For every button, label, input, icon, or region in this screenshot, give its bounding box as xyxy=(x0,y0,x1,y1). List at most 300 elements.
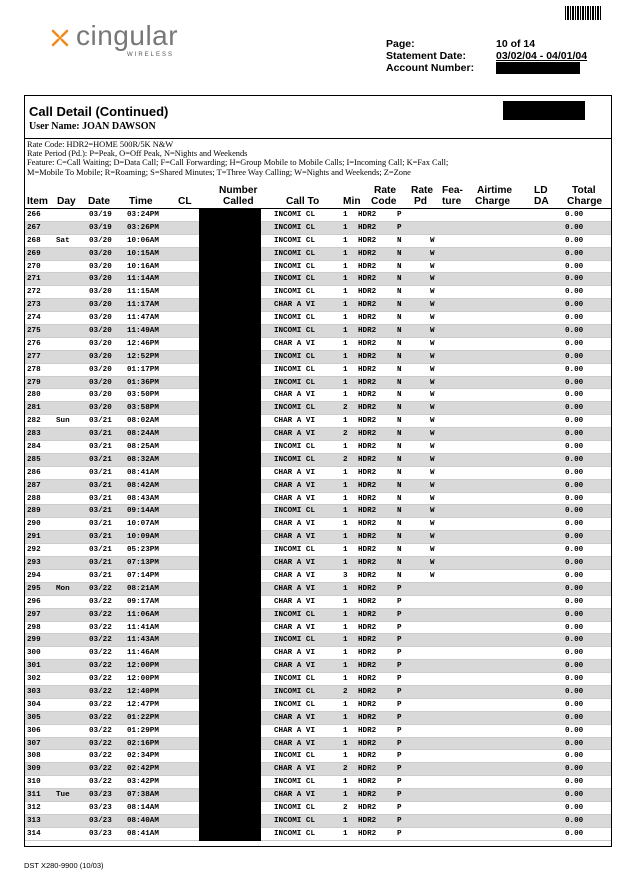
row-call-to: INCOMI CL xyxy=(274,752,316,761)
row-date: 03/20 xyxy=(89,314,112,323)
row-call-to: INCOMI CL xyxy=(274,700,316,709)
row-total: 0.00 xyxy=(565,417,584,426)
row-call-to: CHAR A VI xyxy=(274,713,316,722)
row-date: 03/20 xyxy=(89,249,112,258)
row-rate-pd: P xyxy=(397,584,402,593)
row-total: 0.00 xyxy=(565,520,584,529)
table-row xyxy=(25,686,611,699)
row-item: 314 xyxy=(27,829,41,838)
row-total: 0.00 xyxy=(565,314,584,323)
row-feature: W xyxy=(430,262,435,271)
row-date: 03/20 xyxy=(89,262,112,271)
row-day: Sun xyxy=(56,417,70,426)
row-time: 10:16AM xyxy=(127,262,159,271)
row-item: 292 xyxy=(27,546,41,555)
table-row xyxy=(25,454,611,467)
row-date: 03/20 xyxy=(89,365,112,374)
row-time: 02:42PM xyxy=(127,765,159,774)
page-value: 10 of 14 xyxy=(496,38,536,50)
legend xyxy=(27,140,448,177)
row-feature: W xyxy=(430,455,435,464)
row-min: 2 xyxy=(343,765,348,774)
row-call-to: CHAR A VI xyxy=(274,584,316,593)
row-rate-pd: N xyxy=(397,481,402,490)
col-feature-2: ture xyxy=(442,196,462,207)
number-called-redaction xyxy=(199,699,261,712)
row-total: 0.00 xyxy=(565,726,584,735)
row-time: 09:14AM xyxy=(127,507,159,516)
col-total-2: Charge xyxy=(567,196,603,207)
row-total: 0.00 xyxy=(565,249,584,258)
row-rate-code: HDR2 xyxy=(358,417,377,426)
number-called-redaction xyxy=(199,802,261,815)
row-item: 303 xyxy=(27,687,41,696)
legend-rate-code: Rate Code: HDR2=HOME 500R/5K N&W xyxy=(27,140,174,149)
row-rate-pd: N xyxy=(397,417,402,426)
row-time: 01:29PM xyxy=(127,726,159,735)
row-rate-code: HDR2 xyxy=(358,752,377,761)
row-call-to: CHAR A VI xyxy=(274,430,316,439)
row-call-to: CHAR A VI xyxy=(274,494,316,503)
row-date: 03/22 xyxy=(89,623,112,632)
row-time: 11:17AM xyxy=(127,301,159,310)
row-item: 302 xyxy=(27,675,41,684)
table-row xyxy=(25,647,611,660)
row-rate-pd: N xyxy=(397,443,402,452)
row-total: 0.00 xyxy=(565,675,584,684)
row-call-to: CHAR A VI xyxy=(274,520,316,529)
row-feature: W xyxy=(430,327,435,336)
row-call-to: CHAR A VI xyxy=(274,468,316,477)
row-feature: W xyxy=(430,468,435,477)
row-date: 03/21 xyxy=(89,546,112,555)
row-feature: W xyxy=(430,249,435,258)
table-row xyxy=(25,299,611,312)
number-called-redaction xyxy=(199,673,261,686)
row-total: 0.00 xyxy=(565,559,584,568)
row-rate-pd: N xyxy=(397,339,402,348)
table-row xyxy=(25,557,611,570)
row-min: 1 xyxy=(343,275,348,284)
row-rate-pd: N xyxy=(397,520,402,529)
row-feature: W xyxy=(430,339,435,348)
row-call-to: INCOMI CL xyxy=(274,223,316,232)
row-day: Tue xyxy=(56,791,70,800)
row-item: 271 xyxy=(27,275,41,284)
row-rate-pd: N xyxy=(397,468,402,477)
table-row xyxy=(25,261,611,274)
row-feature: W xyxy=(430,314,435,323)
table-row xyxy=(25,273,611,286)
row-item: 294 xyxy=(27,571,41,580)
row-call-to: CHAR A VI xyxy=(274,391,316,400)
number-called-redaction xyxy=(199,261,261,274)
table-row xyxy=(25,750,611,763)
row-time: 07:13PM xyxy=(127,559,159,568)
row-rate-pd: N xyxy=(397,391,402,400)
number-called-redaction xyxy=(199,660,261,673)
row-min: 2 xyxy=(343,803,348,812)
row-item: 285 xyxy=(27,455,41,464)
row-time: 11:41AM xyxy=(127,623,159,632)
row-total: 0.00 xyxy=(565,597,584,606)
number-called-redaction xyxy=(199,389,261,402)
number-called-redaction xyxy=(199,815,261,828)
row-item: 268 xyxy=(27,236,41,245)
row-call-to: INCOMI CL xyxy=(274,236,316,245)
table-row xyxy=(25,596,611,609)
row-rate-pd: P xyxy=(397,211,402,219)
row-time: 08:43AM xyxy=(127,494,159,503)
row-rate-code: HDR2 xyxy=(358,288,377,297)
number-called-redaction xyxy=(199,570,261,583)
row-item: 291 xyxy=(27,533,41,542)
row-time: 07:38AM xyxy=(127,791,159,800)
table-row xyxy=(25,222,611,235)
row-total: 0.00 xyxy=(565,223,584,232)
row-time: 08:40AM xyxy=(127,816,159,825)
row-rate-code: HDR2 xyxy=(358,378,377,387)
number-called-redaction xyxy=(199,634,261,647)
row-call-to: CHAR A VI xyxy=(274,559,316,568)
row-total: 0.00 xyxy=(565,803,584,812)
row-total: 0.00 xyxy=(565,288,584,297)
row-feature: W xyxy=(430,236,435,245)
col-airtime-2: Charge xyxy=(475,196,511,207)
number-called-redaction xyxy=(199,480,261,493)
row-rate-code: HDR2 xyxy=(358,597,377,606)
row-call-to: INCOMI CL xyxy=(274,455,316,464)
row-item: 267 xyxy=(27,223,41,232)
number-called-redaction xyxy=(199,248,261,261)
row-date: 03/21 xyxy=(89,417,112,426)
row-total: 0.00 xyxy=(565,262,584,271)
number-called-redaction xyxy=(199,415,261,428)
row-total: 0.00 xyxy=(565,211,584,219)
row-rate-pd: N xyxy=(397,288,402,297)
table-row xyxy=(25,673,611,686)
row-rate-code: HDR2 xyxy=(358,443,377,452)
row-rate-pd: N xyxy=(397,546,402,555)
row-rate-code: HDR2 xyxy=(358,507,377,516)
row-rate-code: HDR2 xyxy=(358,223,377,232)
row-date: 03/19 xyxy=(89,211,112,219)
table-row xyxy=(25,312,611,325)
number-called-redaction xyxy=(199,286,261,299)
row-rate-code: HDR2 xyxy=(358,468,377,477)
row-call-to: INCOMI CL xyxy=(274,675,316,684)
account-number-redaction xyxy=(496,62,580,74)
row-item: 266 xyxy=(27,211,41,219)
row-min: 3 xyxy=(343,571,348,580)
row-total: 0.00 xyxy=(565,662,584,671)
row-rate-pd: P xyxy=(397,816,402,825)
row-time: 05:23PM xyxy=(127,546,159,555)
col-date: Date xyxy=(88,196,111,207)
account-number-label: Account Number: xyxy=(386,62,475,74)
row-time: 02:16PM xyxy=(127,739,159,748)
row-total: 0.00 xyxy=(565,468,584,477)
call-detail-panel xyxy=(24,95,612,847)
row-rate-pd: P xyxy=(397,662,402,671)
row-min: 1 xyxy=(343,352,348,361)
row-min: 1 xyxy=(343,610,348,619)
row-rate-pd: N xyxy=(397,365,402,374)
row-date: 03/22 xyxy=(89,675,112,684)
row-date: 03/21 xyxy=(89,430,112,439)
row-feature: W xyxy=(430,352,435,361)
row-rate-code: HDR2 xyxy=(358,275,377,284)
row-rate-pd: N xyxy=(397,571,402,580)
number-called-redaction xyxy=(199,789,261,802)
row-feature: W xyxy=(430,494,435,503)
row-call-to: CHAR A VI xyxy=(274,662,316,671)
table-row xyxy=(25,428,611,441)
row-total: 0.00 xyxy=(565,404,584,413)
table-row xyxy=(25,712,611,725)
row-min: 1 xyxy=(343,468,348,477)
table-header xyxy=(25,184,611,208)
row-total: 0.00 xyxy=(565,494,584,503)
row-rate-code: HDR2 xyxy=(358,636,377,645)
table-row xyxy=(25,634,611,647)
table-row xyxy=(25,802,611,815)
number-called-redaction xyxy=(199,647,261,660)
row-day: Mon xyxy=(56,584,70,593)
row-rate-code: HDR2 xyxy=(358,211,377,219)
row-time: 03:24PM xyxy=(127,211,159,219)
row-time: 11:46AM xyxy=(127,649,159,658)
table-row xyxy=(25,389,611,402)
row-item: 307 xyxy=(27,739,41,748)
row-call-to: INCOMI CL xyxy=(274,546,316,555)
row-min: 2 xyxy=(343,404,348,413)
row-rate-pd: N xyxy=(397,249,402,258)
row-time: 12:52PM xyxy=(127,352,159,361)
row-min: 1 xyxy=(343,262,348,271)
row-call-to: INCOMI CL xyxy=(274,829,316,838)
row-rate-code: HDR2 xyxy=(358,365,377,374)
row-date: 03/21 xyxy=(89,559,112,568)
row-total: 0.00 xyxy=(565,546,584,555)
row-item: 297 xyxy=(27,610,41,619)
row-rate-pd: N xyxy=(397,327,402,336)
row-rate-code: HDR2 xyxy=(358,404,377,413)
row-date: 03/22 xyxy=(89,778,112,787)
row-date: 03/22 xyxy=(89,752,112,761)
row-item: 305 xyxy=(27,713,41,722)
row-time: 08:42AM xyxy=(127,481,159,490)
row-total: 0.00 xyxy=(565,765,584,774)
row-feature: W xyxy=(430,481,435,490)
row-total: 0.00 xyxy=(565,636,584,645)
row-rate-code: HDR2 xyxy=(358,687,377,696)
row-call-to: INCOMI CL xyxy=(274,404,316,413)
row-rate-pd: P xyxy=(397,675,402,684)
row-item: 282 xyxy=(27,417,41,426)
row-call-to: CHAR A VI xyxy=(274,623,316,632)
row-rate-pd: P xyxy=(397,752,402,761)
row-rate-pd: N xyxy=(397,378,402,387)
row-min: 1 xyxy=(343,752,348,761)
row-date: 03/22 xyxy=(89,610,112,619)
row-item: 300 xyxy=(27,649,41,658)
col-ld-1: LD xyxy=(534,185,548,196)
user-name: User Name: JOAN DAWSON xyxy=(29,121,156,132)
row-total: 0.00 xyxy=(565,430,584,439)
row-date: 03/22 xyxy=(89,765,112,774)
row-date: 03/22 xyxy=(89,649,112,658)
cingular-logo xyxy=(50,20,190,64)
row-min: 1 xyxy=(343,520,348,529)
row-item: 281 xyxy=(27,404,41,413)
row-item: 295 xyxy=(27,584,41,593)
row-time: 01:36PM xyxy=(127,378,159,387)
row-total: 0.00 xyxy=(565,791,584,800)
row-item: 286 xyxy=(27,468,41,477)
row-call-to: CHAR A VI xyxy=(274,339,316,348)
row-feature: W xyxy=(430,559,435,568)
row-time: 10:09AM xyxy=(127,533,159,542)
row-time: 11:47AM xyxy=(127,314,159,323)
row-item: 308 xyxy=(27,752,41,761)
row-date: 03/23 xyxy=(89,816,112,825)
row-date: 03/20 xyxy=(89,404,112,413)
table-row xyxy=(25,699,611,712)
row-feature: W xyxy=(430,391,435,400)
row-call-to: INCOMI CL xyxy=(274,636,316,645)
row-min: 1 xyxy=(343,211,348,219)
table-row xyxy=(25,763,611,776)
row-date: 03/22 xyxy=(89,662,112,671)
row-feature: W xyxy=(430,301,435,310)
number-called-redaction xyxy=(199,763,261,776)
row-date: 03/21 xyxy=(89,571,112,580)
row-total: 0.00 xyxy=(565,829,584,838)
logo-subtitle: WIRELESS xyxy=(127,52,175,58)
row-min: 1 xyxy=(343,365,348,374)
row-date: 03/20 xyxy=(89,339,112,348)
row-min: 1 xyxy=(343,443,348,452)
row-time: 10:15AM xyxy=(127,249,159,258)
row-min: 1 xyxy=(343,507,348,516)
page-label: Page: xyxy=(386,38,415,50)
number-called-redaction xyxy=(199,428,261,441)
row-call-to: CHAR A VI xyxy=(274,571,316,580)
row-call-to: INCOMI CL xyxy=(274,378,316,387)
row-rate-pd: P xyxy=(397,649,402,658)
row-rate-code: HDR2 xyxy=(358,314,377,323)
row-min: 1 xyxy=(343,417,348,426)
row-rate-code: HDR2 xyxy=(358,546,377,555)
legend-feature: Feature: C=Call Waiting; D=Data Call; F=Call Forwarding; H=Group Mobile to Mobile Calls; I=Incoming Call; K=Fax Call; xyxy=(27,158,449,168)
number-called-redaction xyxy=(199,467,261,480)
row-min: 1 xyxy=(343,391,348,400)
row-feature: W xyxy=(430,404,435,413)
row-day: Sat xyxy=(56,236,70,245)
row-rate-code: HDR2 xyxy=(358,430,377,439)
col-feature-1: Fea- xyxy=(442,185,463,196)
row-time: 11:43AM xyxy=(127,636,159,645)
table-row xyxy=(25,583,611,596)
row-rate-pd: P xyxy=(397,623,402,632)
row-item: 275 xyxy=(27,327,41,336)
row-total: 0.00 xyxy=(565,649,584,658)
number-called-redaction xyxy=(199,493,261,506)
row-total: 0.00 xyxy=(565,365,584,374)
row-call-to: INCOMI CL xyxy=(274,249,316,258)
number-called-redaction xyxy=(199,273,261,286)
row-rate-code: HDR2 xyxy=(358,778,377,787)
col-ld-2: DA xyxy=(534,196,549,207)
row-item: 283 xyxy=(27,430,41,439)
number-called-redaction xyxy=(199,325,261,338)
row-date: 03/22 xyxy=(89,726,112,735)
row-rate-code: HDR2 xyxy=(358,327,377,336)
row-total: 0.00 xyxy=(565,339,584,348)
number-called-redaction xyxy=(199,299,261,312)
row-call-to: INCOMI CL xyxy=(274,327,316,336)
table-row xyxy=(25,441,611,454)
number-called-redaction xyxy=(199,712,261,725)
row-date: 03/20 xyxy=(89,301,112,310)
row-rate-code: HDR2 xyxy=(358,249,377,258)
number-called-redaction xyxy=(199,609,261,622)
row-rate-code: HDR2 xyxy=(358,262,377,271)
row-min: 1 xyxy=(343,378,348,387)
row-date: 03/21 xyxy=(89,520,112,529)
form-code: DST X280-9900 (10/03) xyxy=(24,861,104,870)
row-rate-code: HDR2 xyxy=(358,339,377,348)
row-min: 1 xyxy=(343,700,348,709)
row-rate-code: HDR2 xyxy=(358,791,377,800)
row-rate-code: HDR2 xyxy=(358,455,377,464)
row-call-to: INCOMI CL xyxy=(274,803,316,812)
row-rate-pd: P xyxy=(397,687,402,696)
row-min: 1 xyxy=(343,559,348,568)
row-min: 1 xyxy=(343,649,348,658)
col-item: Item xyxy=(27,196,48,207)
row-total: 0.00 xyxy=(565,378,584,387)
row-rate-code: HDR2 xyxy=(358,520,377,529)
row-feature: W xyxy=(430,507,435,516)
col-rate-code-1: Rate xyxy=(374,185,397,196)
row-date: 03/21 xyxy=(89,455,112,464)
row-total: 0.00 xyxy=(565,352,584,361)
row-min: 1 xyxy=(343,494,348,503)
number-called-redaction xyxy=(199,364,261,377)
table-row xyxy=(25,467,611,480)
row-total: 0.00 xyxy=(565,481,584,490)
row-rate-code: HDR2 xyxy=(358,829,377,838)
row-time: 08:32AM xyxy=(127,455,159,464)
row-call-to: CHAR A VI xyxy=(274,765,316,774)
table-row xyxy=(25,660,611,673)
row-rate-code: HDR2 xyxy=(358,803,377,812)
row-rate-code: HDR2 xyxy=(358,533,377,542)
number-called-redaction xyxy=(199,441,261,454)
row-min: 1 xyxy=(343,726,348,735)
row-item: 289 xyxy=(27,507,41,516)
row-rate-code: HDR2 xyxy=(358,559,377,568)
row-call-to: CHAR A VI xyxy=(274,726,316,735)
row-item: 311 xyxy=(27,791,41,800)
table-row xyxy=(25,815,611,828)
row-item: 288 xyxy=(27,494,41,503)
number-called-redaction xyxy=(199,235,261,248)
row-total: 0.00 xyxy=(565,391,584,400)
row-time: 08:02AM xyxy=(127,417,159,426)
